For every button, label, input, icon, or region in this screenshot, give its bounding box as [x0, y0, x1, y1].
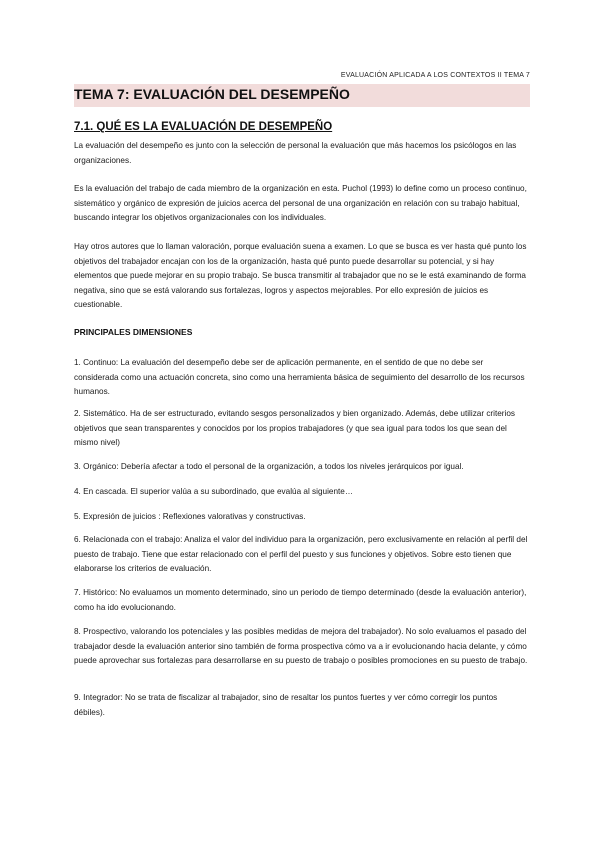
dimension-lead: 5. Expresión de juicios [74, 512, 156, 521]
dimension-lead: 4. En cascada [74, 487, 126, 496]
dimension-item [74, 691, 530, 720]
dimension-item [74, 586, 530, 615]
paragraph-definition: Es la evaluación del trabajo de cada miembro de la organización en esta. Puchol (1993) lo define como un proceso continuo, sistemático y orgánico de expresión de juicios acerca del personal de una organización en relación con su trabajo habitual, buscando integrar los objetivos organizacionales con los individuales. [74, 184, 527, 223]
dimension-text: : Reflexiones valorativas y constructivas. [155, 512, 306, 521]
section-title: 7.1. QUÉ ES LA EVALUACIÓN DE DESEMPEÑO [74, 121, 333, 133]
dimensions-heading: PRINCIPALES DIMENSIONES [74, 327, 193, 337]
paragraph-valoracion: Hay otros autores que lo llaman valoración, porque evaluación suena a examen. Lo que se busca es ver hasta qué punto los objetivos del trabajador encajan con los de la organización, hasta qué punto puede desarrollar su potencial, y si hay elementos que puede mejorar en su propio trabajo. Se busca transmitir al trabajador que no se le está examinando de forma negativa, sino que se está valorando sus fortalezas, logros y aspectos mejorables. Por ello expresión de juicios es cuestionable. [74, 242, 527, 310]
paragraph-intro: La evaluación del desempeño es junto con la selección de personal la evaluación que más hacemos los psicólogos en las organizaciones. [74, 141, 517, 165]
dimension-text: : No evaluamos un momento determinado, sino un periodo de tiempo determinado (desde la evaluación anterior), como ha ido evolucionando. [74, 588, 527, 612]
dimension-item [74, 485, 530, 500]
dimension-item [74, 356, 530, 400]
dimension-lead: 7. Histórico [74, 588, 115, 597]
dimension-lead: 8. Prospectivo [74, 627, 126, 636]
dimension-item [74, 510, 530, 525]
dimension-lead: 3. Orgánico [74, 462, 117, 471]
dimension-item [74, 625, 530, 669]
dimension-item [74, 460, 530, 475]
dimension-item [74, 407, 530, 451]
dimension-text: : La evaluación del desempeño debe ser de aplicación permanente, en el sentido de que no debe ser considerada como una actuación concreta, sino como una herramienta básica de seguimiento del desarrollo de los recursos humanos. [74, 358, 525, 397]
dimension-text: , valorando los potenciales y las posibles medidas de mejora del trabajador). No solo evaluamos el pasado del trabajador desde la evaluación anterior sino también de forma prospectiva cómo va a ir evolucionando hacia delante, y cómo puede aprovechar sus fortalezas para desarrollarse en su puesto de trabajo o posibles promociones en su puesto de trabajo. [74, 627, 528, 666]
chapter-title: TEMA 7: EVALUACIÓN DEL DESEMPEÑO [74, 86, 350, 102]
dimension-item [74, 533, 530, 577]
dimension-text: . Ha de ser estructurado, evitando sesgos personalizados y bien organizado. Además, debe utilizar criterios objetivos que sean transparentes y conocidos por los propios trabajadores (y que sea igual para todos los que sean del mismo nivel) [74, 409, 515, 448]
dimension-lead: 2. Sistemático [74, 409, 126, 418]
dimension-text: : No se trata de fiscalizar al trabajador, sino de resaltar los puntos fuertes y ver cómo corregir los puntos débiles). [74, 693, 498, 717]
dimension-lead: 6. Relacionada con el trabajo [74, 535, 181, 544]
running-header: EVALUACIÓN APLICADA A LOS CONTEXTOS II TEMA 7 [340, 72, 530, 79]
dimension-text: . El superior valúa a su subordinado, que evalúa al siguiente… [125, 487, 354, 496]
dimension-lead: 9. Integrador [74, 693, 121, 702]
dimension-text: : Analiza el valor del individuo para la organización, pero exclusivamente en relación al perfil del puesto de trabajo. Tiene que estar relacionado con el perfil del puesto y sus funciones y objetivos. Sobre esto tienen que elaborarse los criterios de evaluación. [74, 535, 528, 574]
dimension-text: : Debería afectar a todo el personal de la organización, a todos los niveles jerárquicos por igual. [116, 462, 464, 471]
dimension-lead: 1. Continuo [74, 358, 116, 367]
